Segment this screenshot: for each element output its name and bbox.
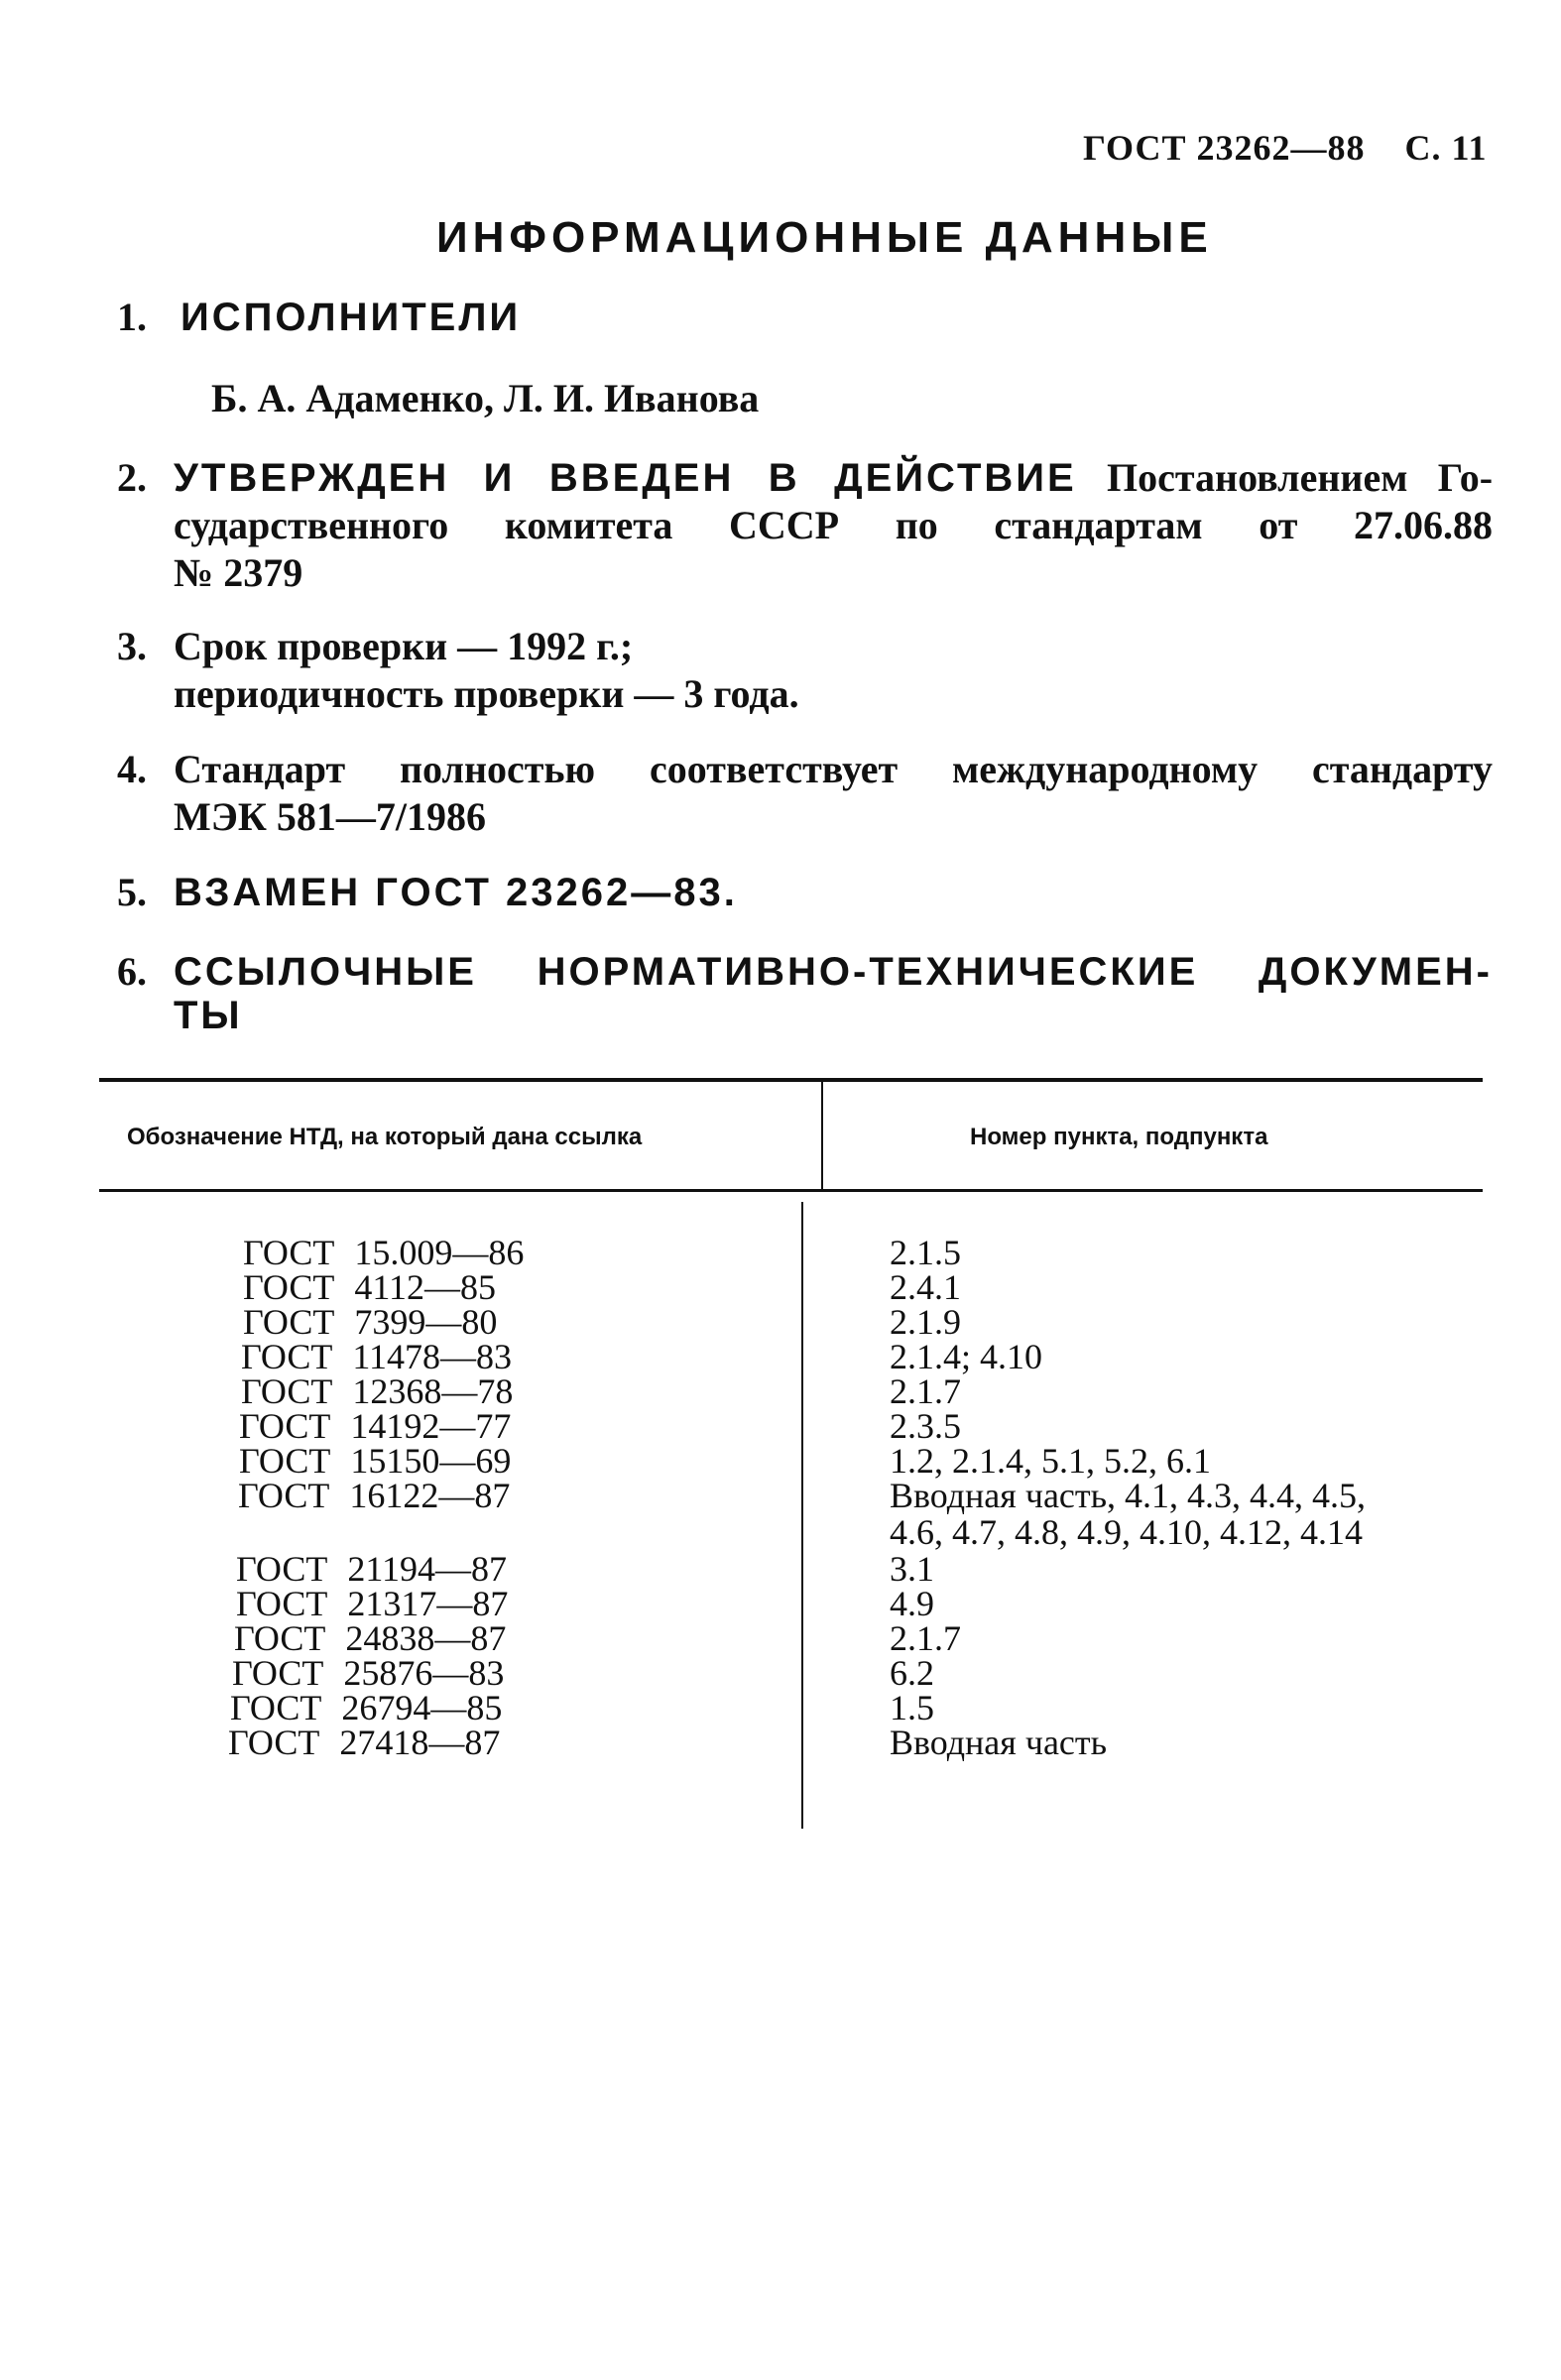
row-prefix: ГОСТ: [230, 1688, 322, 1727]
row-doc: 26794—85: [341, 1688, 503, 1727]
table-header-divider: [821, 1082, 823, 1191]
section-2-number: 2.: [117, 455, 147, 500]
section-1-number: 1.: [117, 295, 147, 339]
table-top-rule: [99, 1078, 1483, 1082]
table-header-rule: [99, 1189, 1483, 1192]
table-body-divider: [801, 1202, 803, 1829]
page-title: ИНФОРМАЦИОННЫЕ ДАННЫЕ: [436, 213, 1213, 262]
table-row: [230, 1690, 502, 1726]
row-prefix: ГОСТ: [239, 1406, 331, 1446]
section-3-line-1: Срок проверки — 1992 г.;: [174, 624, 634, 668]
row-doc: 24838—87: [345, 1618, 507, 1658]
row-doc: 11478—83: [352, 1337, 513, 1376]
section-6-line-2: ТЫ: [174, 994, 243, 1037]
section-2-heading: УТВЕРЖДЕН И ВВЕДЕН В ДЕЙСТВИЕ: [174, 456, 1077, 500]
section-5-number: 5.: [117, 870, 147, 914]
row-prefix: ГОСТ: [236, 1584, 328, 1623]
row-doc: 25876—83: [343, 1653, 505, 1693]
table-header-clause: Номер пункта, подпункта: [970, 1124, 1268, 1150]
row-ref: 1.5: [890, 1688, 934, 1727]
row-ref: Вводная часть: [890, 1723, 1108, 1762]
row-ref: 2.1.4; 4.10: [890, 1337, 1043, 1376]
row-doc: 7399—80: [354, 1302, 498, 1342]
table-row: [236, 1551, 507, 1587]
table-row: [239, 1443, 511, 1479]
table-row: [234, 1620, 506, 1656]
section-4-line-1: Стандарт полностью соответствует международному стандарту: [174, 747, 1493, 791]
table-row: [232, 1655, 504, 1691]
row-prefix: ГОСТ: [239, 1441, 331, 1481]
row-doc: 21194—87: [347, 1549, 508, 1589]
row-doc: 15150—69: [350, 1441, 512, 1481]
section-2-line-1: [174, 454, 1493, 502]
row-prefix: ГОСТ: [241, 1371, 333, 1411]
table-row: [243, 1269, 496, 1305]
section-3-number: 3.: [117, 624, 147, 668]
row-doc: 14192—77: [350, 1406, 512, 1446]
row-ref: 2.3.5: [890, 1406, 961, 1446]
table-row: [236, 1586, 508, 1621]
row-ref: 2.1.9: [890, 1302, 961, 1342]
table-row: [241, 1339, 512, 1374]
table-row: [243, 1304, 497, 1340]
section-2-line-1-rest: Постановлением Го-: [1107, 455, 1494, 500]
row-doc: 15.009—86: [354, 1233, 525, 1272]
section-3-line-2: периодичность проверки — 3 года.: [174, 671, 799, 716]
row-doc: 21317—87: [347, 1584, 509, 1623]
row-prefix: ГОСТ: [232, 1653, 324, 1693]
standard-number: ГОСТ 23262—88: [1083, 128, 1366, 168]
row-prefix: ГОСТ: [238, 1476, 330, 1515]
section-1-heading: ИСПОЛНИТЕЛИ: [180, 296, 522, 339]
section-5-heading: ВЗАМЕН ГОСТ 23262—83.: [174, 871, 738, 914]
row-doc: 4112—85: [354, 1267, 497, 1307]
section-2-line-2: сударственного комитета СССР по стандартам от 27.06.88: [174, 503, 1493, 547]
row-ref: 1.2, 2.1.4, 5.1, 5.2, 6.1: [890, 1441, 1211, 1481]
row-prefix: ГОСТ: [241, 1337, 333, 1376]
table-row: [239, 1408, 511, 1444]
row-ref: 4.9: [890, 1584, 934, 1623]
row-ref: Вводная часть, 4.1, 4.3, 4.4, 4.5,: [890, 1476, 1367, 1515]
row-prefix: ГОСТ: [236, 1549, 328, 1589]
row-ref: 3.1: [890, 1549, 934, 1589]
section-6-number: 6.: [117, 949, 147, 994]
section-4-line-2: МЭК 581—7/1986: [174, 794, 486, 839]
row-doc: 27418—87: [339, 1723, 501, 1762]
section-1-authors: Б. А. Адаменко, Л. И. Иванова: [211, 376, 760, 420]
row-prefix: ГОСТ: [243, 1233, 335, 1272]
table-row: [238, 1478, 510, 1513]
section-2-line-3: № 2379: [174, 550, 303, 595]
table-row: [243, 1235, 524, 1270]
table-row: [228, 1725, 500, 1760]
row-ref: 2.1.5: [890, 1233, 961, 1272]
row-doc: 16122—87: [349, 1476, 511, 1515]
row-ref: 2.4.1: [890, 1267, 961, 1307]
row-prefix: ГОСТ: [228, 1723, 320, 1762]
row-ref: 2.1.7: [890, 1618, 961, 1658]
row-ref: 2.1.7: [890, 1371, 961, 1411]
row-doc: 12368—78: [352, 1371, 514, 1411]
row-prefix: ГОСТ: [243, 1267, 335, 1307]
row-prefix: ГОСТ: [234, 1618, 326, 1658]
section-6-line-1: ССЫЛОЧНЫЕ НОРМАТИВНО-ТЕХНИЧЕСКИЕ ДОКУМЕН-: [174, 950, 1493, 994]
row-prefix: ГОСТ: [243, 1302, 335, 1342]
page-number: С. 11: [1404, 128, 1488, 168]
section-4-number: 4.: [117, 747, 147, 791]
page-header: [1083, 127, 1487, 169]
table-header-designation: Обозначение НТД, на который дана ссылка: [127, 1124, 643, 1150]
row-ref-continued: 4.6, 4.7, 4.8, 4.9, 4.10, 4.12, 4.14: [890, 1512, 1363, 1552]
table-row: [241, 1373, 513, 1409]
row-ref: 6.2: [890, 1653, 934, 1693]
